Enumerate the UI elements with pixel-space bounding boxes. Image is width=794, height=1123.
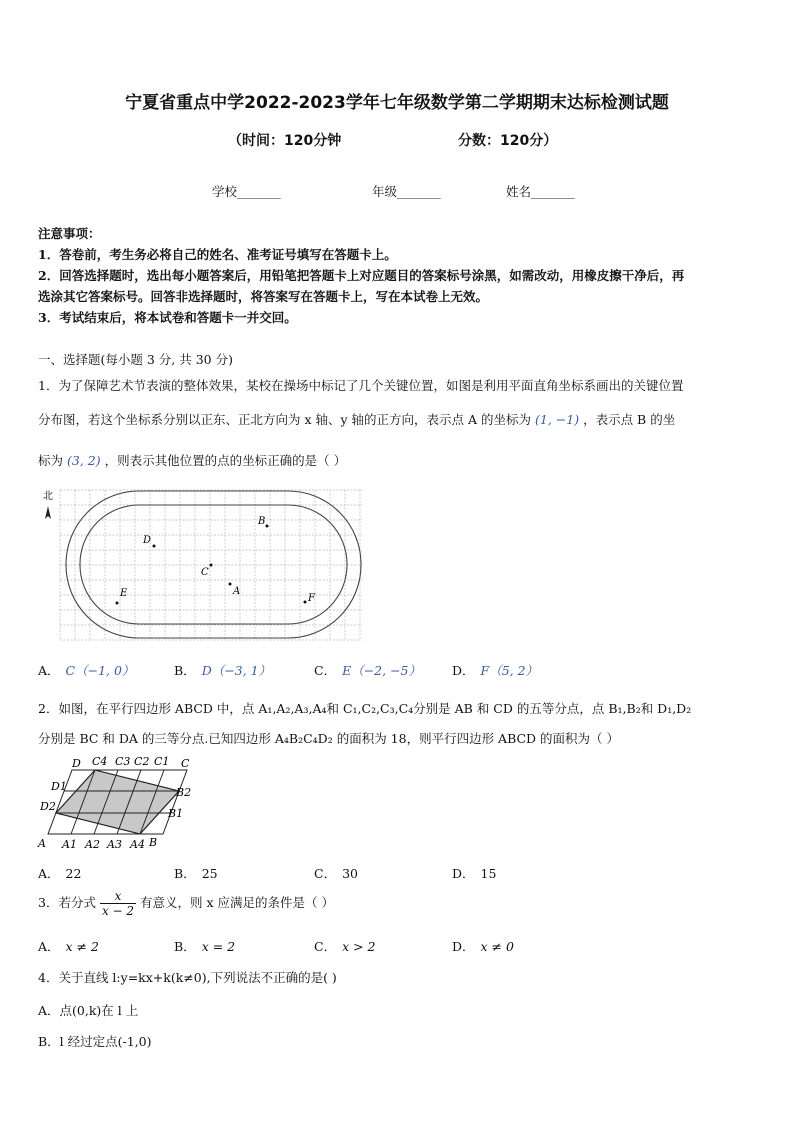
- q1-option-b[interactable]: B． D（−3, 1）: [174, 663, 272, 678]
- label-d: D: [72, 757, 81, 770]
- point-c: [210, 564, 213, 567]
- q1-line-2a: 分布图，若这个坐标系分别以正东、正北方向为 x 轴、y 轴的正方向，表示点 A 的坐标为: [38, 412, 532, 427]
- notice-item-2a: 2．回答选择题时，选出每小题答案后，用铅笔把答题卡上对应题目的答案标号涂黑，如需改动，用橡皮擦干净后，再: [38, 268, 685, 283]
- label-c3: C3: [115, 755, 131, 768]
- q3-pre: 3．若分式: [38, 895, 96, 910]
- point-f-label: F: [308, 593, 315, 604]
- q4-stem: 4．关于直线 l:y=kx+k(k≠0),下列说法不正确的是( ): [38, 970, 337, 985]
- q1-line-3a: 标为: [38, 453, 64, 468]
- point-f: [304, 601, 307, 604]
- q1-option-a[interactable]: A． C（−1, 0）: [38, 663, 135, 678]
- label-a: A: [38, 837, 46, 850]
- label-c2: C2: [134, 755, 150, 768]
- q3-option-c[interactable]: C． x > 2: [314, 939, 376, 954]
- north-arrow-icon: [45, 506, 51, 519]
- q3-fraction: [100, 889, 136, 918]
- notice-heading: 注意事项：: [38, 226, 101, 241]
- label-c4: C4: [92, 755, 108, 768]
- q2-option-c[interactable]: C． 30: [314, 866, 358, 881]
- q1-line-3: [38, 451, 346, 469]
- exam-time: （时间：120分钟: [228, 133, 342, 149]
- notice-item-2b: 选涂其它答案标号。回答非选择题时，将答案写在答题卡上，写在本试卷上无效。: [38, 289, 489, 304]
- q2-option-b[interactable]: B． 25: [174, 866, 218, 881]
- q1-line-2b: ，表示点 B 的坐: [583, 412, 676, 427]
- notice-item-3: 3．考试结束后，将本试卷和答题卡一并交回。: [38, 310, 297, 325]
- point-e-label: E: [120, 588, 128, 599]
- q2-option-a[interactable]: A． 22: [38, 866, 82, 881]
- section-heading: 一、选择题(每小题 3 分, 共 30 分): [38, 352, 233, 367]
- q3-post: 有意义，则 x 应满足的条件是（ ）: [140, 895, 334, 910]
- q1-coord-a: (1, −1): [535, 412, 580, 427]
- point-a: [229, 583, 232, 586]
- q2-parallelogram-figure: [36, 754, 204, 854]
- label-a4: A4: [130, 838, 145, 851]
- label-a2: A2: [85, 838, 100, 851]
- page-title: 宁夏省重点中学2022-2023学年七年级数学第二学期期末达标检测试题: [125, 93, 669, 113]
- notice-item-1: 1．答卷前，考生务必将自己的姓名、准考证号填写在答题卡上。: [38, 247, 397, 262]
- q3-numerator: x: [114, 889, 122, 903]
- q1-line-3b: ，则表示其他位置的点的坐标正确的是（ ）: [104, 453, 347, 468]
- label-b2: B2: [176, 786, 192, 799]
- point-b: [266, 525, 269, 528]
- label-d1: D1: [51, 780, 67, 793]
- exam-score: 分数：120分）: [458, 133, 558, 149]
- label-d2: D2: [40, 800, 56, 813]
- label-b: B: [149, 836, 158, 849]
- label-c: C: [181, 757, 190, 770]
- label-a3: A3: [107, 838, 122, 851]
- q1-track-figure: [40, 486, 370, 646]
- track-outer: [66, 491, 361, 638]
- north-label: 北: [43, 491, 53, 502]
- point-b-label: B: [258, 516, 266, 527]
- grade-field[interactable]: 年级_______: [372, 184, 441, 199]
- point-c-label: C: [201, 567, 209, 578]
- school-field[interactable]: 学校_______: [212, 184, 281, 199]
- q4-option-a[interactable]: A．点(0,k)在 l 上: [38, 1003, 139, 1018]
- label-a1: A1: [62, 838, 77, 851]
- q3-option-d[interactable]: D． x ≠ 0: [452, 939, 514, 954]
- q2-line-1: 2．如图，在平行四边形 ABCD 中，点 A₁,A₂,A₃,A₄和 C₁,C₂,C₃,C₄分别是 AB 和 CD 的五等分点，点 B₁,B₂和 D₁,D₂: [38, 701, 692, 716]
- q2-line-2: 分别是 BC 和 DA 的三等分点.已知四边形 A₄B₂C₄D₂ 的面积为 18，则平行四边形 ABCD 的面积为（ ）: [38, 731, 620, 746]
- q1-option-c[interactable]: C． E（−2, −5）: [314, 663, 422, 678]
- label-b1: B1: [168, 807, 184, 820]
- name-field[interactable]: 姓名_______: [506, 184, 575, 199]
- q3-stem: [38, 889, 334, 918]
- point-a-label: A: [233, 586, 241, 597]
- label-c1: C1: [154, 755, 170, 768]
- q1-coord-b: (3, 2): [67, 453, 101, 468]
- point-d: [153, 545, 156, 548]
- point-e: [116, 602, 119, 605]
- point-d-label: D: [143, 535, 152, 546]
- q4-option-b[interactable]: B．l 经过定点(-1,0): [38, 1034, 152, 1049]
- q1-line-1: 1．为了保障艺术节表演的整体效果，某校在操场中标记了几个关键位置，如图是利用平面直角坐标系画出的关键位置: [38, 378, 684, 393]
- q2-option-d[interactable]: D． 15: [452, 866, 497, 881]
- q1-option-d[interactable]: D． F（5, 2）: [452, 663, 539, 678]
- q1-line-2: [38, 410, 675, 428]
- q3-denominator: x − 2: [101, 904, 135, 918]
- q3-option-a[interactable]: A． x ≠ 2: [38, 939, 99, 954]
- q3-option-b[interactable]: B． x = 2: [174, 939, 236, 954]
